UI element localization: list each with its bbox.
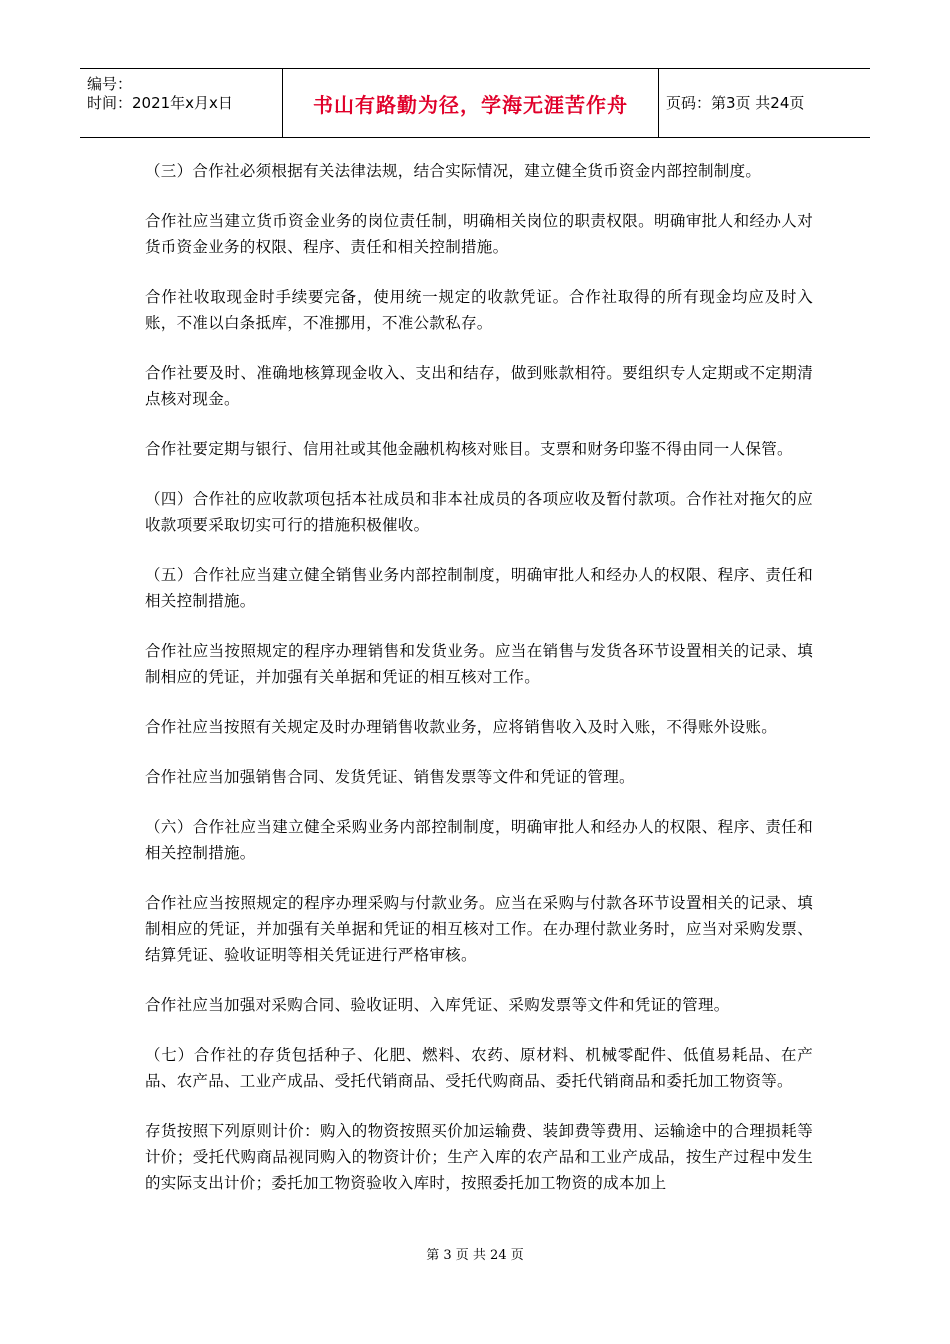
paragraph: 合作社收取现金时手续要完备，使用统一规定的收款凭证。合作社取得的所有现金均应及时入账，不准以白条抵库，不准挪用，不准公款私存。 (145, 288, 813, 332)
paragraph: 合作社应当加强对采购合同、验收证明、入库凭证、采购发票等文件和凭证的管理。 (145, 996, 730, 1014)
paragraph: 存货按照下列原则计价：购入的物资按照买价加运输费、装卸费等费用、运输途中的合理损耗等计价；受托代购商品视同购入的物资计价；生产入库的农产品和工业产成品，按生产过程中发生的实际支出计价；委托加工物资验收入库时，按照委托加工物资的成本加上 (145, 1122, 813, 1192)
header-page-info: 页码：第3页 共24页 (666, 94, 805, 112)
paragraph: 合作社要定期与银行、信用社或其他金融机构核对账目。支票和财务印鉴不得由同一人保管。 (145, 440, 793, 458)
paragraph: （七）合作社的存货包括种子、化肥、燃料、农药、原材料、机械零配件、低值易耗品、在产品、农产品、工业产成品、受托代销商品、受托代购商品、委托代销商品和委托加工物资等。 (145, 1046, 813, 1090)
header-meta (80, 69, 282, 137)
paragraph: 合作社应当按照规定的程序办理采购与付款业务。应当在采购与付款各环节设置相关的记录、填制相应的凭证，并加强有关单据和凭证的相互核对工作。在办理付款业务时，应当对采购发票、结算凭证、验收证明等相关凭证进行严格审核。 (145, 894, 813, 964)
header-page-cell (658, 69, 870, 137)
paragraph: 合作社应当建立货币资金业务的岗位责任制，明确相关岗位的职责权限。明确审批人和经办人对货币资金业务的权限、程序、责任和相关控制措施。 (145, 212, 813, 256)
paragraph: 合作社应当按照规定的程序办理销售和发货业务。应当在销售与发货各环节设置相关的记录、填制相应的凭证，并加强有关单据和凭证的相互核对工作。 (145, 642, 813, 686)
paragraph: 合作社要及时、准确地核算现金收入、支出和结存，做到账款相符。要组织专人定期或不定期清点核对现金。 (145, 364, 813, 408)
motto-text: 书山有路勤为径，学海无涯苦作舟 (313, 93, 628, 117)
paragraph: 合作社应当加强销售合同、发货凭证、销售发票等文件和凭证的管理。 (145, 768, 635, 786)
paragraph: 合作社应当按照有关规定及时办理销售收款业务，应将销售收入及时入账，不得账外设账。 (145, 718, 778, 736)
paragraph: （三）合作社必须根据有关法律法规，结合实际情况，建立健全货币资金内部控制制度。 (145, 162, 762, 180)
document-body (145, 158, 813, 1220)
page-footer: 第 3 页 共 24 页 (426, 1248, 524, 1263)
paragraph: （五）合作社应当建立健全销售业务内部控制制度，明确审批人和经办人的权限、程序、责任和相关控制措施。 (145, 566, 813, 610)
document-time-label: 时间：2021年x月x日 (87, 94, 233, 112)
document-number-label: 编号： (87, 75, 133, 93)
header-motto-cell (282, 69, 659, 137)
paragraph: （六）合作社应当建立健全采购业务内部控制制度，明确审批人和经办人的权限、程序、责任和相关控制措施。 (145, 818, 813, 862)
paragraph: （四）合作社的应收款项包括本社成员和非本社成员的各项应收及暂付款项。合作社对拖欠的应收款项要采取切实可行的措施积极催收。 (145, 490, 813, 534)
page-header (80, 68, 870, 138)
